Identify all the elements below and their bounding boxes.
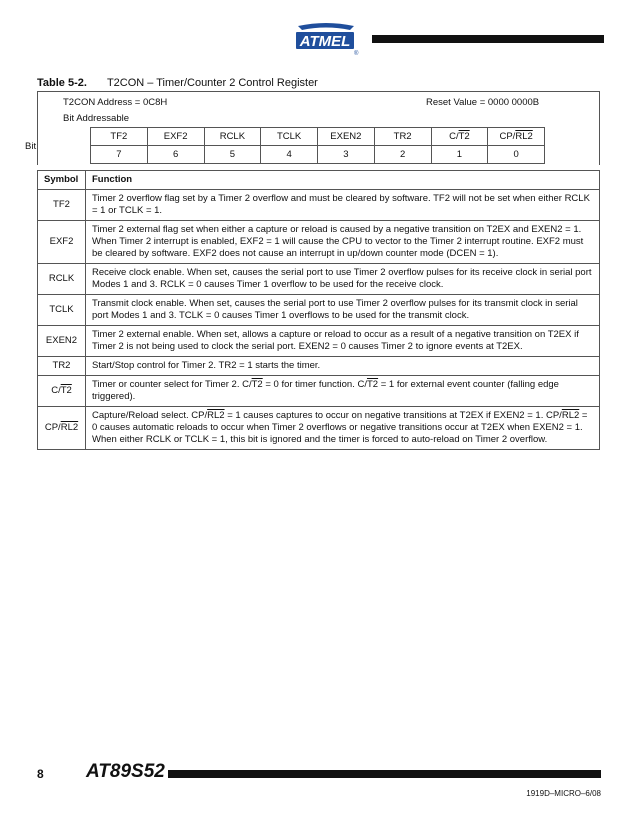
bit-grid <box>90 127 545 164</box>
table-caption: T2CON – Timer/Counter 2 Control Register <box>106 77 318 89</box>
svg-text:ATMEL: ATMEL <box>299 33 351 50</box>
symbol-header: Symbol <box>38 171 86 190</box>
table-row <box>38 407 600 450</box>
header-rule <box>372 35 604 43</box>
symbol-cell: CP/RL2 <box>38 407 86 450</box>
register-address: T2CON Address = 0C8H <box>63 97 168 108</box>
bit-name: EXEN2 <box>318 128 375 146</box>
table-row <box>38 376 600 407</box>
function-cell: Start/Stop control for Timer 2. TR2 = 1 starts the timer. <box>86 357 600 376</box>
bit-name: EXF2 <box>147 128 204 146</box>
table-row <box>38 190 600 221</box>
symbol-cell: TR2 <box>38 357 86 376</box>
svg-text:®: ® <box>354 51 359 56</box>
bit-number: 1 <box>431 146 488 164</box>
page-number: 8 <box>37 767 44 781</box>
function-cell: Transmit clock enable. When set, causes the serial port to use Timer 2 overflow pulses for its transmit clock in serial port Modes 1 and 3. TCLK = 0 causes Timer 1 overflows to be used for the transmit clock. <box>86 295 600 326</box>
table-number: Table 5-2. <box>37 77 87 89</box>
footer-rule <box>168 770 601 778</box>
atmel-logo <box>292 22 360 56</box>
bit-addressable-label: Bit Addressable <box>63 113 130 124</box>
bit-name: C/T2 <box>431 128 488 146</box>
table-header-row <box>38 171 600 190</box>
function-cell: Timer 2 external enable. When set, allows a capture or reload to occur as a result of a negative transition on T2EX if Timer 2 is not being used to clock the serial port. EXEN2 = 0 causes Timer 2 to ignore events at T2EX. <box>86 326 600 357</box>
symbol-cell: TCLK <box>38 295 86 326</box>
bit-name: RCLK <box>204 128 261 146</box>
symbol-cell: TF2 <box>38 190 86 221</box>
reset-value: Reset Value = 0000 0000B <box>426 97 540 108</box>
function-cell: Receive clock enable. When set, causes the serial port to use Timer 2 overflow pulses for its receive clock in serial port Modes 1 and 3. RCLK = 0 causes Timer 1 overflow to be used for the receive clock. <box>86 264 600 295</box>
table-row <box>38 357 600 376</box>
bit-number: 6 <box>147 146 204 164</box>
bit-number: 4 <box>261 146 318 164</box>
table-row <box>38 221 600 264</box>
symbol-cell: EXEN2 <box>38 326 86 357</box>
bit-name: CP/RL2 <box>488 128 545 146</box>
function-header: Function <box>86 171 600 190</box>
function-cell: Capture/Reload select. CP/RL2 = 1 causes captures to occur on negative transitions at T2EX if EXEN2 = 1. CP/RL2 = 0 causes automatic reloads to occur when Timer 2 overflows or negative transitions occur at T2EX when EXEN2 = 1. When either RCLK or TCLK = 1, this bit is ignored and the timer is forced to auto-reload on Timer 2 overflow. <box>86 407 600 450</box>
bit-name: TR2 <box>374 128 431 146</box>
table-row <box>38 326 600 357</box>
document-id: 1919D–MICRO–6/08 <box>526 789 601 798</box>
bit-name-row <box>91 128 545 146</box>
bit-label: Bit <box>25 141 37 152</box>
bit-number: 7 <box>91 146 148 164</box>
bit-name: TF2 <box>91 128 148 146</box>
function-cell: Timer 2 overflow flag set by a Timer 2 overflow and must be cleared by software. TF2 will not be set when either RCLK = 1 or TCLK = 1. <box>86 190 600 221</box>
bit-number: 5 <box>204 146 261 164</box>
symbol-cell: RCLK <box>38 264 86 295</box>
symbol-cell: EXF2 <box>38 221 86 264</box>
bit-number: 2 <box>374 146 431 164</box>
table-row <box>38 295 600 326</box>
function-cell: Timer 2 external flag set when either a capture or reload is caused by a negative transition on T2EX and EXEN2 = 1. When Timer 2 interrupt is enabled, EXF2 = 1 will cause the CPU to vector to the Timer 2 interrupt routine. EXF2 must be cleared by software. EXF2 does not cause an interrupt in up/down counter mode (DCEN = 1). <box>86 221 600 264</box>
bit-number: 0 <box>488 146 545 164</box>
product-name: AT89S52 <box>86 761 165 782</box>
table-title <box>37 77 318 89</box>
bit-number: 3 <box>318 146 375 164</box>
bit-number-row <box>91 146 545 164</box>
bit-name: TCLK <box>261 128 318 146</box>
symbol-cell: C/T2 <box>38 376 86 407</box>
function-cell: Timer or counter select for Timer 2. C/T2 = 0 for timer function. C/T2 = 1 for external event counter (falling edge triggered). <box>86 376 600 407</box>
table-row <box>38 264 600 295</box>
function-table <box>37 170 600 450</box>
